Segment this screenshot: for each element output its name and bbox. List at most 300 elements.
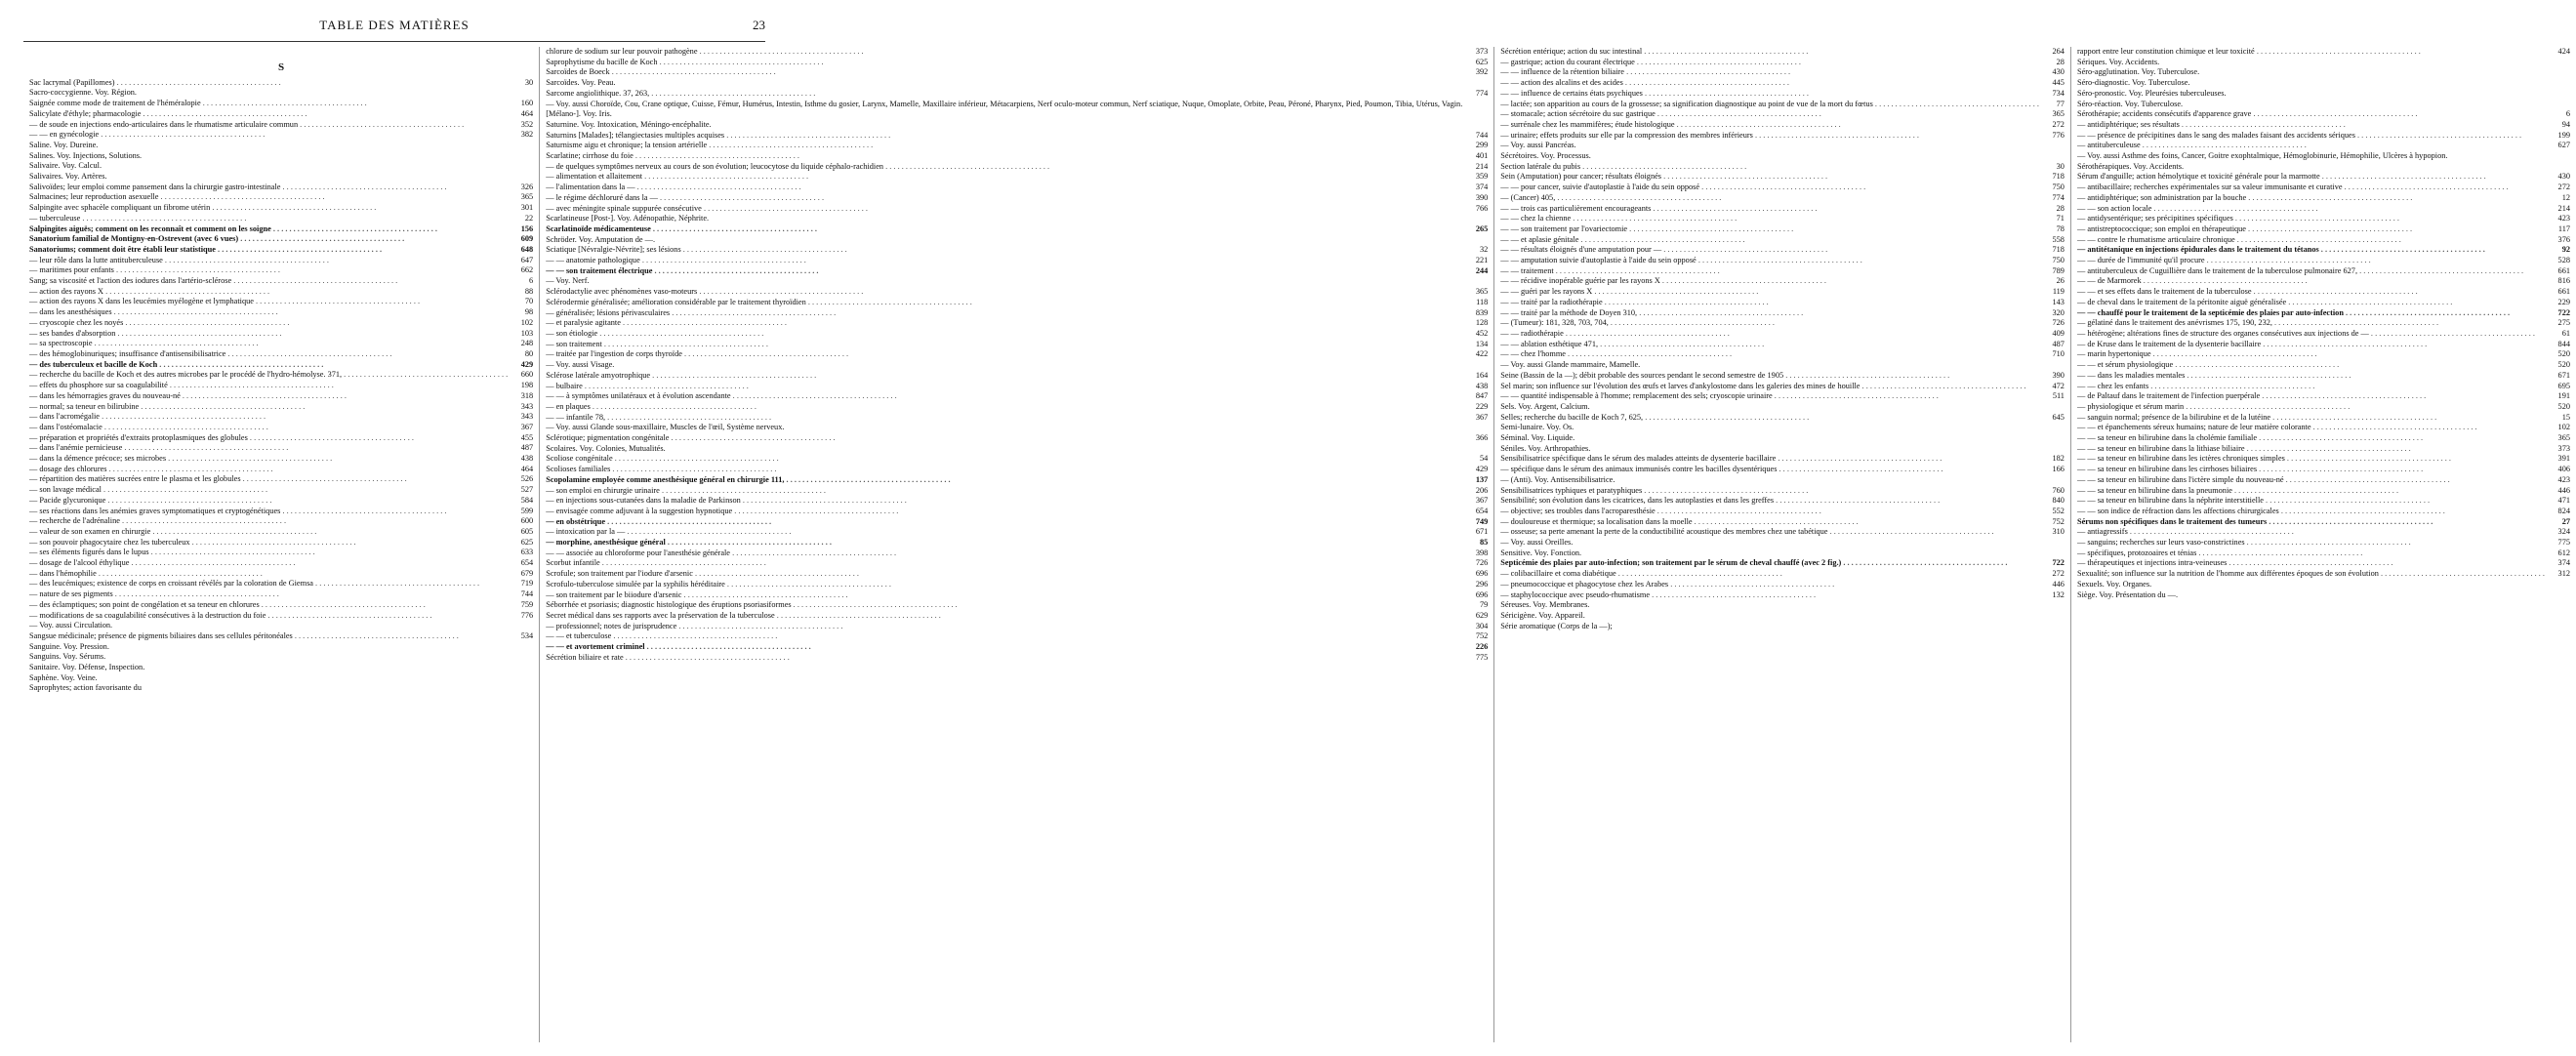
entry-page: 390: [1475, 192, 1489, 202]
entry-page: 312: [2557, 569, 2570, 579]
index-entry: [546, 276, 1488, 287]
index-entry: [1500, 622, 2065, 632]
index-entry: [546, 58, 1488, 68]
index-entry: [546, 308, 1488, 319]
entry-text: — de quelques symptômes nerveux au cours de son évolution; leucocytose du liquide céphalo-rachidien . . .: [546, 162, 1462, 173]
page-header: [23, 18, 765, 37]
entry-page: 373: [1475, 47, 1489, 56]
entry-text: — morphine, anesthésique général . . .: [546, 538, 1462, 548]
entry-page: 662: [520, 265, 534, 275]
index-column-4: [2070, 47, 2576, 1042]
entry-text: Sein (Amputation) pour cancer; résultats éloignés . . .: [1500, 172, 2039, 183]
index-entry: [1500, 475, 2065, 486]
index-entry: [29, 265, 533, 276]
entry-page: 365: [1475, 287, 1489, 297]
entry-text: — dans l'hémophilie . . .: [29, 569, 508, 580]
index-entry: [546, 204, 1488, 215]
entry-page: 422: [1475, 349, 1489, 359]
index-entry: [2077, 433, 2570, 444]
entry-page: 774: [2052, 192, 2065, 202]
entry-page: 214: [2557, 203, 2570, 213]
index-entry: [546, 89, 1488, 100]
entry-page: 373: [2557, 443, 2570, 453]
entry-page: 423: [2557, 474, 2570, 484]
entry-page: 54: [1479, 454, 1489, 464]
index-entry: [546, 423, 1488, 433]
index-entry: [1500, 58, 2065, 68]
index-entry: [29, 443, 533, 454]
index-entry: [546, 622, 1488, 632]
entry-page: 511: [2052, 391, 2065, 401]
index-entry: [29, 663, 533, 673]
entry-page: 392: [1475, 67, 1489, 77]
entry-page: 32: [1479, 245, 1489, 255]
entry-page: 661: [2557, 265, 2570, 275]
entry-text: Salivaires. Voy. Artères.: [29, 172, 107, 182]
entry-page: 30: [524, 77, 534, 87]
index-entry: [1500, 266, 2065, 277]
index-entry: [29, 538, 533, 548]
entry-text: — action des rayons X dans les leucémies myélogène et lymphatique . . .: [29, 297, 508, 307]
entry-page: 367: [1475, 412, 1489, 422]
index-entry: [29, 307, 533, 318]
index-entry: [2077, 245, 2570, 256]
entry-text: Séro-agglutination. Voy. Tuberculose.: [2076, 67, 2200, 77]
entry-page: 600: [520, 516, 534, 526]
entry-page: 102: [2557, 423, 2570, 432]
index-entry: [29, 120, 533, 131]
entry-text: — marin hypertonique . . .: [2077, 349, 2545, 360]
entry-text: — — ablation esthétique 471, . . .: [1500, 340, 2039, 350]
entry-text: — recherche de l'adrénaline . . .: [29, 516, 508, 527]
entry-page: 191: [2557, 391, 2570, 401]
index-entry: [1500, 402, 2065, 413]
entry-text: — — sa teneur en bilirubine dans la néphrite interstitielle . . .: [2077, 496, 2545, 507]
entry-page: 367: [1475, 496, 1489, 506]
index-entry: [1500, 318, 2065, 329]
index-entry: [29, 412, 533, 423]
entry-page: 117: [2557, 223, 2570, 233]
index-entry: [29, 589, 533, 600]
entry-text: — Voy. Nerf.: [546, 276, 590, 286]
entry-text: Schröder. Voy. Amputation de —.: [546, 234, 656, 244]
entry-text: Séminal. Voy. Liquide.: [1500, 433, 1575, 443]
index-entry: [29, 192, 533, 203]
entry-text: — — influence de la rétention biliaire . . .: [1500, 67, 2039, 78]
entry-text: — des tuberculeux et bacille de Koch . . .: [29, 360, 508, 371]
entry-page: 244: [1475, 265, 1489, 275]
entry-page: 766: [1475, 203, 1489, 213]
index-entry: [1500, 67, 2065, 78]
entry-page: 627: [2557, 141, 2570, 150]
entry-text: — effets du phosphore sur sa coagulabilité . . .: [29, 381, 508, 391]
entry-page: 275: [2557, 318, 2570, 328]
index-entry: [546, 151, 1488, 162]
entry-text: — — à symptômes unilatéraux et à évolution ascendante . . .: [546, 391, 1462, 402]
index-entry: [546, 558, 1488, 569]
index-entry: [29, 631, 533, 642]
entry-page: 92: [2561, 245, 2570, 255]
index-entry: [1500, 162, 2065, 173]
index-entry: [2077, 58, 2570, 68]
entry-text: Sanitaire. Voy. Défense, Inspection.: [29, 663, 145, 672]
entry-text: — antituberculeux de Cuguillière dans le traitement de la tuberculose pulmonaire 627, . . .: [2077, 266, 2545, 277]
entry-text: — — contre le rhumatisme articulaire chronique . . .: [2077, 235, 2545, 246]
entry-page: 744: [1475, 130, 1489, 140]
entry-text: Sclérotique; pigmentation congénitale . . .: [546, 433, 1462, 444]
entry-text: — — infantile 78, . . .: [546, 413, 1462, 424]
entry-text: — de soude en injections endo-articulaires dans le rhumatisme articulaire commun . . .: [29, 120, 508, 131]
entry-text: Sclérose latérale amyotrophique . . .: [546, 371, 1462, 382]
index-entry: [29, 642, 533, 653]
index-column-1: [23, 47, 539, 1042]
entry-text: Section latérale du pubis . . .: [1500, 162, 2039, 173]
index-entry: [29, 318, 533, 329]
index-entry: [546, 413, 1488, 424]
entry-text: — dosage de l'alcool éthylique . . .: [29, 558, 508, 569]
entry-text: Séro-pronostic. Voy. Pleurésies tuberculeuses.: [2076, 88, 2227, 98]
entry-text: — recherche du bacille de Koch et des autres microbes par le procédé de l'hydro-hémolyse. 371, . . .: [29, 370, 508, 381]
index-entry: [2077, 496, 2570, 507]
entry-page: 318: [520, 390, 534, 400]
index-entry: [2077, 67, 2570, 78]
index-entry: [29, 527, 533, 538]
index-entry: [546, 67, 1488, 78]
index-entry: [546, 349, 1488, 360]
entry-text: — — chez les enfants . . .: [2077, 382, 2545, 392]
index-entry: [546, 382, 1488, 392]
entry-text: Sérums non spécifiques dans le traitement des tumeurs . . .: [2077, 517, 2545, 528]
index-entry: [546, 527, 1488, 538]
entry-text: — — son traitement par l'ovariectomie . . .: [1500, 224, 2039, 235]
entry-text: chlorure de sodium sur leur pouvoir pathogène . . .: [546, 47, 1462, 58]
entry-text: — professionnel; notes de jurisprudence . . .: [546, 622, 1462, 632]
index-entry: [1500, 204, 2065, 215]
index-entry: [2077, 109, 2570, 120]
entry-text: Scarlatineuse [Post-]. Voy. Adénopathie, Néphrite.: [546, 214, 710, 223]
entry-page: 6: [2565, 109, 2570, 119]
entry-page: 824: [2557, 506, 2570, 515]
entry-page: 365: [2557, 433, 2570, 443]
entry-page: 304: [1475, 621, 1489, 630]
index-entry: [2077, 423, 2570, 433]
entry-page: 625: [1475, 57, 1489, 66]
entry-text: — répartition des matières sucrées entre le plasma et les globules . . .: [29, 474, 508, 485]
entry-text: — action des rayons X . . .: [29, 287, 508, 298]
index-entry: [1500, 141, 2065, 151]
index-entry: [29, 245, 533, 256]
index-entry: [2077, 444, 2570, 455]
entry-text: — ses bandes d'absorption . . .: [29, 329, 508, 340]
index-entry: [1500, 580, 2065, 590]
entry-page: 526: [520, 474, 534, 484]
index-entry: [2077, 548, 2570, 559]
entry-page: 534: [520, 630, 534, 640]
entry-page: 221: [1475, 256, 1489, 265]
index-entry: [546, 318, 1488, 329]
entry-page: 749: [1475, 516, 1489, 526]
entry-page: 265: [1475, 223, 1489, 233]
entry-text: — objective; ses troubles dans l'acroparesthésie . . .: [1500, 507, 2039, 517]
index-entry: [546, 580, 1488, 590]
index-entry: [546, 172, 1488, 183]
entry-text: — leur rôle dans la lutte antituberculeuse . . .: [29, 256, 508, 266]
index-entry: [29, 214, 533, 224]
entry-text: Séborrhée et psoriasis; diagnostic histologique des éruptions psoriasiformes . . .: [546, 600, 1462, 611]
entry-text: Sclérodermie généralisée; amélioration considérable par le traitement thyroïdien . . .: [546, 298, 1462, 308]
entry-page: 103: [520, 328, 534, 338]
entry-text: — Voy. aussi Glande mammaire, Mamelle.: [1500, 360, 1641, 370]
index-entry: [1500, 517, 2065, 528]
index-entry: [1500, 47, 2065, 58]
index-entry: [29, 433, 533, 444]
index-entry: [29, 402, 533, 413]
entry-text: Salpingites aiguës; comment on les reconnaît et comment on les soigne . . .: [29, 224, 508, 235]
entry-page: 374: [1475, 183, 1489, 192]
entry-page: 752: [1475, 631, 1489, 641]
entry-text: — — son indice de réfraction dans les affections chirurgicales . . .: [2077, 507, 2545, 517]
index-entry: [546, 444, 1488, 455]
entry-page: 438: [1475, 381, 1489, 390]
index-entry: [546, 590, 1488, 601]
entry-page: 660: [520, 370, 534, 380]
entry-page: 471: [2557, 496, 2570, 506]
index-entry: [546, 371, 1488, 382]
entry-text: — généralisée; lésions périvasculaires . . .: [546, 308, 1462, 319]
index-entry: [546, 517, 1488, 528]
index-entry: [1500, 276, 2065, 287]
entry-text: Sensibilisatrices typhiques et paratyphiques . . .: [1500, 486, 2039, 497]
entry-text: — traitée par l'ingestion de corps thyroïde . . .: [546, 349, 1462, 360]
entry-text: Sanguine. Voy. Pression.: [29, 641, 109, 651]
index-entry: [29, 203, 533, 214]
index-entry: [2077, 256, 2570, 266]
index-entry: [546, 193, 1488, 204]
entry-page: 367: [520, 422, 534, 431]
index-entry: [1500, 298, 2065, 308]
entry-text: Saturnine. Voy. Intoxication, Méningo-encéphalite.: [546, 119, 712, 129]
entry-text: Salivaire. Voy. Calcul.: [29, 161, 102, 171]
entry-text: — dans les anesthésiques . . .: [29, 307, 508, 318]
entry-page: 744: [520, 589, 534, 599]
entry-text: Secret médical dans ses rapports avec la préservation de la tuberculose . . .: [546, 611, 1462, 622]
entry-page: 22: [524, 213, 534, 223]
entry-page: 609: [520, 234, 534, 244]
entry-text: — Voy. aussi Oreilles.: [1500, 538, 1574, 548]
entry-text: — — récidive inopérable guérie par les rayons X . . .: [1500, 276, 2039, 287]
entry-page: 343: [520, 401, 534, 411]
entry-text: Salpingite avec sphacèle compliquant un fibrome utérin . . .: [29, 203, 508, 214]
entry-page: 299: [1475, 141, 1489, 150]
entry-text: — antidiphtérique; ses résultats . . .: [2077, 120, 2545, 131]
index-entry: [1500, 600, 2065, 611]
entry-text: Saturnins [Malades]; télangiectasies multiples acquises . . .: [546, 131, 1462, 142]
entry-text: — — traité par la radiothérapie . . .: [1500, 298, 2039, 308]
entry-text: — — son action locale . . .: [2077, 204, 2545, 215]
index-entry: [546, 141, 1488, 151]
index-entry: [29, 611, 533, 622]
entry-page: 272: [2557, 183, 2570, 192]
entry-text: — le régime déchloruré dans la — . . .: [546, 193, 1462, 204]
entry-text: — pneumococcique et phagocytose chez les Arabes . . .: [1500, 580, 2039, 590]
entry-text: — — son traitement électrique . . .: [546, 266, 1462, 277]
index-entry: [2077, 298, 2570, 308]
entry-text: rapport entre leur constitution chimique et leur toxicité . . .: [2077, 47, 2545, 58]
entry-page: 326: [520, 182, 534, 191]
entry-text: — des hémoglobinuriques; insuffisance d'antisensibilisatrice . . .: [29, 349, 508, 360]
entry-page: 648: [520, 244, 534, 254]
entry-text: — de Kruse dans le traitement de la dysenterie bacillaire . . .: [2077, 340, 2545, 350]
entry-page: 78: [2056, 223, 2065, 233]
index-entry: [546, 214, 1488, 224]
index-entry: [29, 339, 533, 349]
entry-text: — physiologique et sérum marin . . .: [2077, 402, 2545, 413]
index-entry: [29, 78, 533, 89]
index-entry: [1500, 109, 2065, 120]
entry-page: 376: [2557, 234, 2570, 244]
entry-text: Sarcoïdes de Boeck . . .: [546, 67, 1462, 78]
entry-text: Saprophytes; action favorisante du: [29, 683, 142, 693]
index-entry: [546, 224, 1488, 235]
entry-page: 671: [1475, 527, 1489, 537]
entry-page: 365: [520, 192, 534, 202]
index-entry: [29, 297, 533, 307]
entry-page: 229: [2557, 297, 2570, 306]
entry-page: 30: [2056, 161, 2065, 171]
entry-page: 520: [2557, 349, 2570, 359]
index-entry: [29, 130, 533, 141]
entry-text: — thérapeutiques et injections intra-veineuses . . .: [2077, 558, 2545, 569]
entry-page: 527: [520, 485, 534, 495]
entry-text: — — sa teneur en bilirubine dans les ictères chroniques simples . . .: [2077, 454, 2545, 465]
entry-text: — surrénale chez les mammifères; étude histologique . . .: [1500, 120, 2039, 131]
index-entry: [546, 653, 1488, 664]
index-entry: [546, 120, 1488, 131]
entry-page: 661: [2557, 287, 2570, 297]
index-entry: [2077, 266, 2570, 277]
entry-text: — ses éléments figurés dans le lupus . . .: [29, 548, 508, 558]
entry-text: — douloureuse et thermique; sa localisation dans la moelle . . .: [1500, 517, 2039, 528]
entry-page: 85: [1479, 538, 1489, 548]
index-entry: [2077, 193, 2570, 204]
entry-page: 401: [1475, 151, 1489, 161]
index-entry: [2077, 413, 2570, 424]
entry-page: 719: [520, 579, 534, 589]
entry-page: 847: [1475, 391, 1489, 401]
index-entry: [2077, 402, 2570, 413]
index-entry: [29, 183, 533, 193]
index-entry: [1500, 172, 2065, 183]
entry-text: — lactée; son apparition au cours de la grossesse; sa signification diagnostique au point de vue de la mort du fœtus . . .: [1500, 100, 2039, 110]
entry-page: 775: [1475, 652, 1489, 662]
index-entry: [29, 88, 533, 99]
entry-text: Selles; recherche du bacille de Koch 7, 625, . . .: [1500, 413, 2039, 424]
entry-page: 199: [2557, 130, 2570, 140]
entry-text: — — et épanchements séreux humains; nature de leur matière colorante . . .: [2077, 423, 2545, 433]
entry-text: Sensibilisatrice spécifique dans le sérum des malades atteints de dysenterie bacillaire . . .: [1500, 454, 2039, 465]
index-entry: [29, 109, 533, 120]
entry-page: 429: [1475, 465, 1489, 474]
index-entry: [29, 652, 533, 663]
entry-text: Scolaires. Voy. Colonies, Mutualités.: [546, 443, 666, 453]
entry-page: 750: [2052, 183, 2065, 192]
entry-page: 301: [520, 203, 534, 213]
entry-text: — de cheval dans le traitement de la péritonite aiguë généralisée . . .: [2077, 298, 2545, 308]
entry-text: — — sa teneur en bilirubine dans la cholémie familiale . . .: [2077, 433, 2545, 444]
entry-text: Sexualité; son influence sur la nutrition de l'homme aux différentes époques de son évolution . . .: [2077, 569, 2545, 580]
index-entry: [2077, 224, 2570, 235]
entry-text: — de Paltauf dans le traitement de l'infection puerpérale . . .: [2077, 391, 2545, 402]
index-entry: [546, 402, 1488, 413]
entry-text: — son traitement par le biiodure d'arsenic . . .: [546, 590, 1462, 601]
entry-page: 645: [2052, 412, 2065, 422]
entry-text: Sériques. Voy. Accidents.: [2076, 57, 2160, 66]
entry-page: 671: [2557, 370, 2570, 380]
entry-page: 789: [2052, 265, 2065, 275]
entry-text: — dosage des chlorures . . .: [29, 465, 508, 475]
entry-text: Sérothérapiques. Voy. Accidents.: [2076, 161, 2185, 171]
entry-text: — Pacide glycuronique . . .: [29, 496, 508, 507]
index-entry: [1500, 89, 2065, 100]
entry-text: — — sa teneur en bilirubine dans l'ictère simple du nouveau-né . . .: [2077, 475, 2545, 486]
entry-text: Septicémie des plaies par auto-infection; son traitement par le sérum de cheval chauffé (avec 2 fig.) . . .: [1500, 558, 2039, 569]
index-entry: [1500, 340, 2065, 350]
entry-page: 359: [1475, 172, 1489, 182]
index-entry: [29, 569, 533, 580]
index-entry: [2077, 287, 2570, 298]
entry-text: Sanatorium familial de Montigny-en-Ostrevent (avec 6 vues) . . .: [29, 234, 508, 245]
entry-text: — Voy. aussi Asthme des foins, Cancer, Goitre exophtalmique, Hémoglobinurie, Hémophilie, Ulcères à hypopion.: [2076, 151, 2448, 161]
entry-text: — son lavage médical . . .: [29, 485, 508, 496]
index-entry: [29, 349, 533, 360]
index-entry: [1500, 558, 2065, 569]
entry-text: Saturnisme aigu et chronique; la tension artérielle . . .: [546, 141, 1462, 151]
entry-text: — gastrique; action du courant électrique . . .: [1500, 58, 2039, 68]
index-entry: [546, 475, 1488, 486]
entry-text: — — présence de précipitines dans le sang des malades faisant des accidents sériques . . .: [2077, 131, 2545, 142]
entry-text: — — influence de certains états psychiques . . .: [1500, 89, 2039, 100]
entry-page: 776: [520, 610, 534, 620]
entry-text: — — chauffé pour le traitement de la septicémie des plaies par auto-infection . . .: [2077, 308, 2545, 319]
entry-text: — — guéri par les rayons X . . .: [1500, 287, 2039, 298]
index-entry: [2077, 308, 2570, 319]
index-entry: [29, 507, 533, 517]
index-entry: [2077, 318, 2570, 329]
index-entry: [2077, 151, 2570, 162]
index-entry: [2077, 204, 2570, 215]
entry-page: 558: [2052, 234, 2065, 244]
index-entry: [1500, 507, 2065, 517]
entry-page: 264: [2052, 47, 2065, 56]
entry-text: — dans l'anémie pernicieuse . . .: [29, 443, 508, 454]
index-entry: [2077, 454, 2570, 465]
entry-text: — — associée au chloroforme pour l'anesthésie générale . . .: [546, 548, 1462, 559]
entry-page: 343: [520, 412, 534, 422]
entry-page: 12: [2561, 192, 2570, 202]
entry-page: 70: [524, 297, 534, 306]
entry-text: — — pour cancer, suivie d'autoplastie à l'aide du sein opposé . . .: [1500, 183, 2039, 193]
entry-text: Sang; sa viscosité et l'action des iodures dans l'artério-sclérose . . .: [29, 276, 508, 287]
entry-text: — antitétanique en injections épidurales dans le traitement du tétanos . . .: [2077, 245, 2545, 256]
index-entry: [546, 287, 1488, 298]
entry-text: — en injections sous-cutanées dans la maladie de Parkinson . . .: [546, 496, 1462, 507]
index-entry: [546, 162, 1488, 173]
index-entry: [2077, 517, 2570, 528]
entry-text: — modifications de sa coagulabilité consécutives à la destruction du foie . . .: [29, 611, 508, 622]
index-entry: [1500, 454, 2065, 465]
entry-text: — spécifiques, protozoaires et ténias . . .: [2077, 548, 2545, 559]
entry-page: 79: [1479, 600, 1489, 610]
